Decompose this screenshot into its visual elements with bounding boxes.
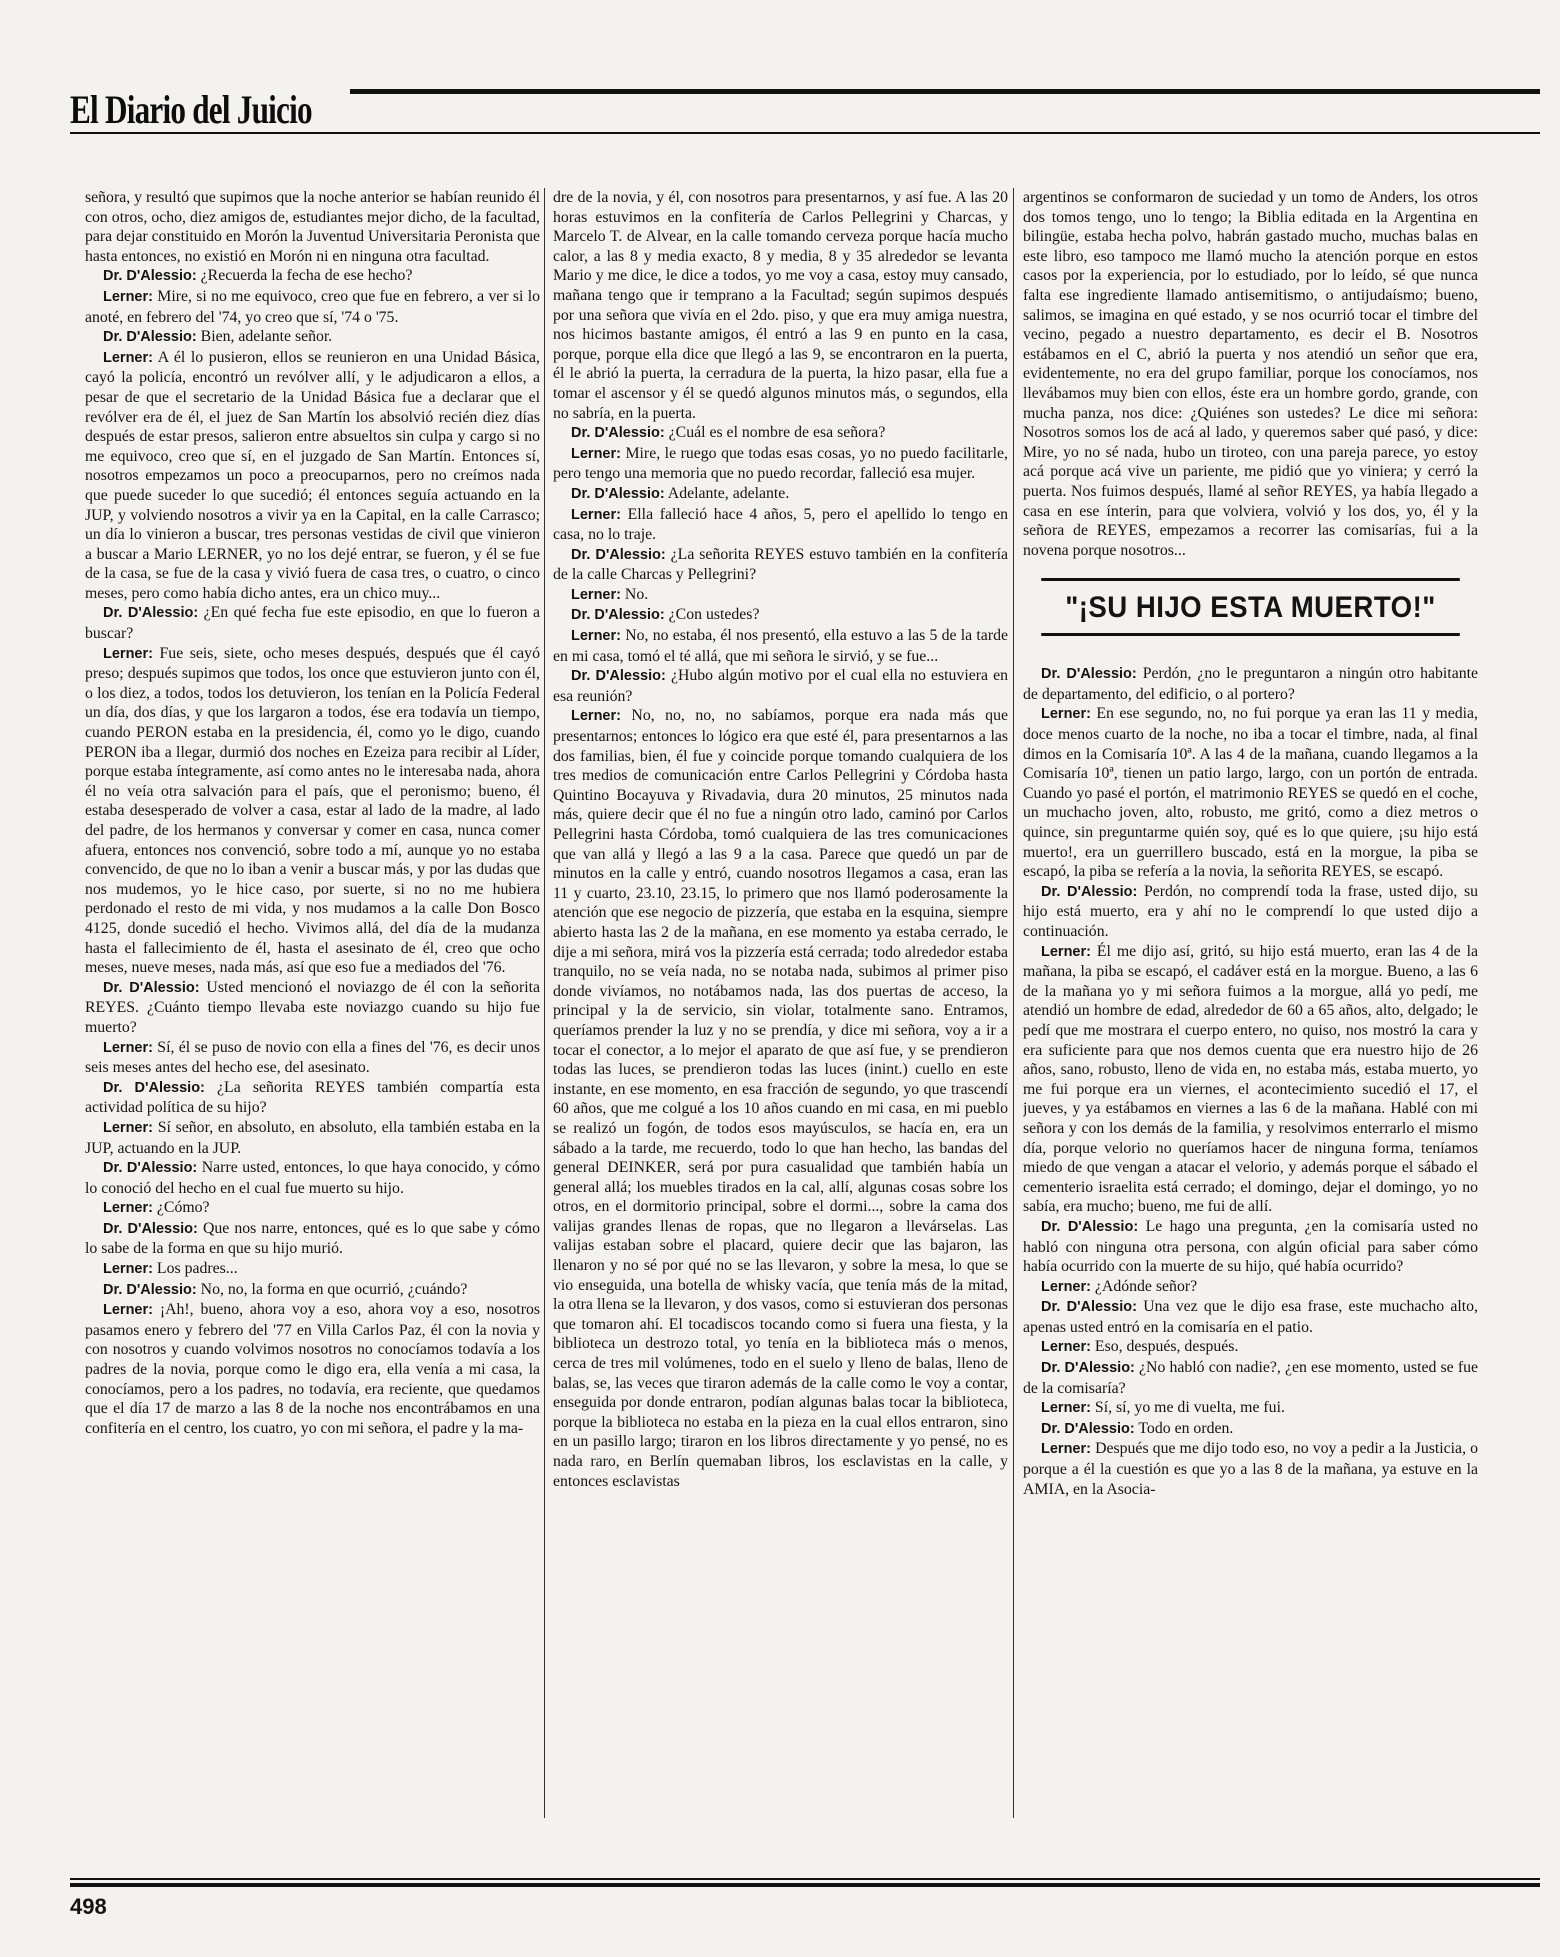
transcript-paragraph [1023,1337,1478,1358]
paragraph-text: Una vez que le dijo esa frase, este muchacho alto, apenas usted entró en la comisaría en el patio. [1023,1298,1478,1336]
speaker-label: Dr. D'Alessio: [571,485,665,502]
paragraph-text: Después que me dijo todo eso, no voy a pedir a la Justicia, o porque a él la cuestión es que yo a las 8 de la mañana, ya estuve en la AMIA, en la Asocia- [1023,1440,1478,1498]
speaker-label: Dr. D'Alessio: [1041,666,1137,683]
speaker-label: Dr. D'Alessio: [571,425,665,442]
paragraph-text: ¿Cuál es el nombre de esa señora? [668,424,886,442]
paragraph-text: ¿La señorita REYES estuvo también en la confitería de la calle Charcas y Pellegrini? [553,545,1008,584]
speaker-label: Lerner: [1041,1400,1091,1417]
transcript-paragraph [1023,1358,1478,1398]
column-divider [544,188,545,1818]
speaker-label: Lerner: [1041,1339,1091,1356]
transcript-paragraph [85,603,540,643]
speaker-label: Dr. D'Alessio: [103,1220,198,1237]
transcript-paragraph [85,1118,540,1158]
transcript-paragraph [1023,664,1478,704]
speaker-label: Lerner: [571,708,621,725]
transcript-paragraph [85,1259,540,1280]
speaker-label: Lerner: [103,1200,153,1217]
paragraph-text: Mire, si no me equivoco, creo que fue en febrero, a ver si lo anoté, en febrero del '74, yo creo que sí, '74 o '75. [85,287,540,326]
transcript-paragraph [85,1158,540,1198]
speaker-label: Lerner: [1041,1278,1091,1295]
paragraph-text: señora, y resultó que supimos que la noche anterior se habían reunido él con otros, ocho, diez amigos de, estudiantes mejor dicho, de la facultad, para dejar constituido en Morón la Juventud Universitaria Peronista que hasta entonces, no existió en Morón ni en ninguna otra facultad. [85,189,540,265]
paragraph-text: Los padres... [156,1260,238,1278]
transcript-paragraph [1023,1277,1478,1298]
speaker-label: Dr. D'Alessio: [103,1160,198,1177]
transcript-paragraph [553,423,1008,444]
transcript-paragraph [85,348,540,604]
paragraph-text: Perdón, ¿no le preguntaron a ningún otro habitante de departamento, del edificio, o al portero? [1023,665,1478,703]
speaker-label: Lerner: [1041,1441,1091,1458]
masthead-rule-bottom [70,132,1540,134]
paragraph-text: ¿La señorita REYES también compartía esta actividad política de su hijo? [85,1078,540,1117]
paragraph-text: Ella falleció hace 4 años, 5, pero el apellido lo tengo en casa, no lo traje. [553,505,1008,544]
speaker-label: Dr. D'Alessio: [103,1281,197,1298]
paragraph-text: ¿Adónde señor? [1094,1277,1198,1295]
paragraph-text: Sí, sí, yo me di vuelta, me fui. [1094,1399,1285,1417]
transcript-paragraph [85,1300,540,1438]
transcript-paragraph [85,188,540,266]
transcript-paragraph [85,287,540,327]
paragraph-text: ¿Recuerda la fecha de ese hecho? [200,267,413,285]
paragraph-text: Usted mencionó el noviazgo de él con la señorita REYES. ¿Cuánto tiempo llevaba este noviazgo cuando su hijo fue muerto? [85,978,540,1036]
speaker-label: Dr. D'Alessio: [1041,1420,1135,1437]
section-subhead: "¡SU HIJO ESTA MUERTO!" [1041,578,1460,636]
text-column-3 [1023,188,1478,1830]
speaker-label: Dr. D'Alessio: [103,605,199,622]
transcript-paragraph [85,1038,540,1078]
masthead-rule-top [350,89,1540,94]
speaker-label: Dr. D'Alessio: [1041,1218,1139,1235]
speaker-label: Dr. D'Alessio: [571,668,666,685]
paragraph-text: ¿Hubo algún motivo por el cual ella no estuviera en esa reunión? [553,667,1008,705]
speaker-label: Dr. D'Alessio: [1041,883,1138,900]
column-3-body [1023,664,1478,1499]
text-column-1 [85,188,540,1830]
speaker-label: Dr. D'Alessio: [103,268,197,285]
speaker-label: Lerner: [571,445,621,462]
transcript-paragraph [553,484,1008,505]
paragraph-text: Sí, él se puso de novio con ella a fines del '76, es decir unos seis meses antes del hecho ese, del asesinato. [85,1038,540,1077]
transcript-paragraph [553,585,1008,606]
paragraph-text: Todo en orden. [1138,1419,1234,1437]
transcript-paragraph [1023,1439,1478,1499]
paragraph-text: No, no, no, no sabíamos, porque era nada más que presentarnos; entonces lo lógico era que esté él, para presentarnos a las dos familias, bien, él fue y coincide porque tomando cualquiera de los tres medios de comunicación entre Carlos Pellegrini y Córdoba hasta Quintino Bocayuva y Rivadavia, dura 20 minutos, 25 minutos nada más, quiere decir que él no fue a ningún otro lado, caminó por Carlos Pellegrini hasta Córdoba, tomó cualquiera de las tres comunicaciones que van allá y llegó a las 9 a la casa. Parece que quedó un par de minutos en la calle y entró, cuando nosotros llegamos a casa, eran las 11 y cuarto, 23.10, 23.15, lo primero que nos llamó poderosamente la atención que ese negocio de pizzería, que estaba en la esquina, siempre abierto hasta las 2 de la mañana, en ese momento ya estaba cerrado, le dije a mi señora, mirá vos la pizzería está cerrada; todo alrededor estaba tranquilo, no se veía nada, no se notaba nada, subimos al primer piso donde vivíamos, no notábamos nada, las dos puertas de acceso, la principal y la de servicio, sin violar, totalmente sano. Entramos, queríamos prender la luz y no se prendía, y dice mi señora, voy a ir a tocar el conector, a lo mejor el aparato de que así fue, y se prendieron todas las luces, se prendieron todas las luces (inint.) cuello en este instante, en ese momento, en esa fracción de segundo, yo que trascendí 60 años, que me colgué a los 10 años cuando en mi casa, en mi pueblo se realizó un fogón, de todos esos mayúsculos, se hacía en, era un sábado a la tarde, me recuerdo, todo lo que han hecho, las bandas del general DEINKER, será por pura casualidad que también había un general allá; los muebles tirados en la cal, allí, algunas cosas sobre los otros, en el dormitorio principal, sobre el dormi..., sobre la cama dos valijas grandes llenas de ropas, que no llegaron a llevárselas. Las valijas estaban sobre el placard, quiere decir que las bajaron, las llenaron y no sé por qué no se las llevaron, y sobre la mesa, lo que se vio enseguida, una botella de whisky vacía, que tenía más de la mitad, la otra llena se la llevaron, y dos vasos, como si estuvieran dos personas que tomaron ahí. El tocadiscos tocando como si fuera una fiesta, y la biblioteca un destrozo total, yo tenía en la biblioteca más o menos, cerca de tres mil volúmenes, todo en el suelo y lleno de balas, lleno de balas, se, las veces que tiraron además de la calle como le voy a contar, enseguida por donde entraron, podían algunas balas tocar la biblioteca, porque la biblioteca no estaba en la pieza en la cual ellos entraron, sino en un pasillo largo; tiraron en los libros directamente y yo pensé, no es nada raro, en Berlín quemaban libros, los esclavistas en la calle, y entonces esclavistas [553,707,1008,1490]
paragraph-text: No. [624,585,649,603]
transcript-paragraph [1023,1217,1478,1277]
speaker-label: Dr. D'Alessio: [103,329,197,346]
paragraph-text: No, no estaba, él nos presentó, ella estuvo a las 5 de la tarde en mi casa, tomó el té allá, que mi señora le sirvió, y se fue... [553,627,1008,665]
speaker-label: Lerner: [1041,943,1091,960]
transcript-paragraph [85,1280,540,1301]
paragraph-text: No, no, la forma en que ocurrió, ¿cuándo? [200,1280,468,1298]
speaker-label: Dr. D'Alessio: [103,1079,205,1096]
paragraph-text: ¡Ah!, bueno, ahora voy a eso, ahora voy a eso, nosotros pasamos enero y febrero del '77 en Villa Carlos Paz, él con la novia y con nosotros y cuando volvimos nosotros no conocíamos todavía a los padres de la novia, porque como le digo era, ella venía a mi casa, la conocíamos, pero a los padres, no todavía, era reciente, que quedamos que el día 17 de marzo a las 8 de la noche nos encontrábamos en una confitería en el centro, los cuatro, yo con mi señora, el padre y la ma- [85,1301,540,1437]
transcript-paragraph [553,626,1008,666]
transcript-paragraph [1023,1297,1478,1337]
paragraph-text: En ese segundo, no, no fui porque ya eran las 11 y media, doce menos cuarto de la noche, no iba a tocar el timbre, nada, al final dimos en la Comisaría 10ª. A las 4 de la mañana, cuando llegamos a la Comisaría 10ª, tienen un patio largo, largo, con un portón de entrada. Cuando yo pasé el portón, el matrimonio REYES se quedó en el coche, un muchacho joven, alto, robusto, me gritó, como a diez metros o quince, sin preguntarme quién soy, qué es lo que quiere, ¡su hijo está muerto!, era un guerrillero buscado, está en la morgue, la piba se escapó, la piba se refería a la novia, la señorita REYES, se escapó. [1023,705,1478,881]
speaker-label: Dr. D'Alessio: [571,546,666,563]
paragraph-text: ¿No habló con nadie?, ¿en ese momento, usted se fue de la comisaría? [1023,1359,1478,1397]
transcript-paragraph [85,327,540,348]
speaker-label: Lerner: [1041,706,1091,723]
transcript-paragraph [1023,704,1478,881]
transcript-paragraph [553,188,1008,423]
speaker-label: Lerner: [103,1119,153,1136]
paragraph-text: Que nos narre, entonces, qué es lo que sabe y cómo lo sabe de la forma en que su hijo murió. [85,1219,540,1258]
paragraph-text: Le hago una pregunta, ¿en la comisaría usted no habló con ninguna otra persona, con algún oficial para saber cómo había ocurrido con la muerte de su hijo, qué había ocurrido? [1023,1217,1478,1276]
speaker-label: Lerner: [103,1039,153,1056]
paragraph-text: ¿Cómo? [156,1199,210,1217]
paragraph-text: Sí señor, en absoluto, en absoluto, ella también estaba en la JUP, actuando en la JUP. [85,1118,540,1157]
paragraph-text: Fue seis, siete, ocho meses después, después que él cayó preso; después supimos que todos, los once que estuvieron junto con él, o los diez, a todos, todos los detuvieron, los tenían en la Policía Federal un día, dos días, y que los largaron a todos, ése era todavía un tiempo, cuando PERON estaba en la presidencia, él, como yo le digo, cuando PERON iba a llegar, durmió dos noches en Ezeiza para recibir al Líder, porque estaba íntegramente, así como antes no le interesaba nada, ahora él no veía otra salvación para el país, que el peronismo; bueno, él estaba desesperado de volver a casa, estar al lado de la madre, al lado del padre, de los hermanos y conversar y comer en casa, nunca comer afuera, entonces nos convenció, sobre todo a mí, aunque yo no estaba convencido, de que no lo iban a venir a buscar más, y por las dudas que nos mudemos, yo le hice caso, por suerte, si no no me hubiera perdonado el resto de mi vida, y nos mudamos a la calle Don Bosco 4125, donde sucedió el hecho. Vivimos allá, del día de la mudanza hasta el fallecimiento de él, hasta el asesinato de él, creo que ocho meses, nueve meses, nada más, así que eso fue a mediados del '76. [85,644,540,977]
page-number: 498 [70,1894,107,1919]
transcript-paragraph [85,1078,540,1118]
speaker-label: Dr. D'Alessio: [1041,1360,1135,1377]
paragraph-text: Eso, después, después. [1094,1338,1239,1356]
transcript-paragraph [85,1198,540,1219]
paragraph-text: ¿En qué fecha fue este episodio, en que lo fueron a buscar? [85,604,540,643]
publication-title: El Diario del Juicio [70,87,312,132]
column-3-intro [1023,188,1478,560]
paragraph-text: ¿Con ustedes? [668,606,760,624]
paragraph-text: Perdón, no comprendí toda la frase, usted dijo, su hijo está muerto, era y ahí no le comprendí lo que usted dijo a continuación. [1023,882,1478,940]
speaker-label: Dr. D'Alessio: [103,979,200,996]
transcript-paragraph [553,545,1008,585]
paragraph-text: Él me dijo así, gritó, su hijo está muerto, eran las 4 de la mañana, la piba se escapó, el cadáver está en la morgue. Bueno, a las 6 de la mañana yo y mi señora fuimos a la morgue, allá yo pedí, me atendió un hombre de edad, alrededor de 60 a 65 años, alto, delgado; le pedí que me mostrara el cuerpo entero, no quiso, nos mostró la cara y era suficiente para que nos demos cuenta que era nuestro hijo de 26 años, sano, robusto, lleno de vida en, no estaba más, estaba muerto, yo me fui porque era un viernes, el acontecimiento sucedió el 17, el jueves, y ya estábamos en viernes a las 6 de la mañana. Hablé con mi señora y con los demás de la familia, y resolvimos enterrarlo el mismo día, porque velorio no queríamos hacer de ninguna forma, teníamos miedo de que vengan a atacar el velorio, y además porque el sábado el cementerio israelita está cerrado; el domingo, dejar el domingo, yo no sabía, era mucho; bueno, me fui de allí. [1023,942,1478,1216]
transcript-paragraph [85,266,540,287]
speaker-label: Lerner: [571,586,621,603]
text-column-2 [553,188,1008,1830]
paragraph-text: Narre usted, entonces, lo que haya conocido, y cómo lo conoció del hecho en el cual fue muerto su hijo. [85,1159,540,1197]
paragraph-text: argentinos se conformaron de suciedad y un tomo de Anders, los otros dos tomos tengo, uno lo tengo; la Biblia editada en la Argentina en bilingüe, estaba hecha polvo, habrán gastado mucho, muchas balas en este libro, eso tampoco me llamó mucho la atención porque en estos casos por la experiencia, por lo estudiado, por lo leído, sé que nunca falta ese ingrediente llamado antisemitismo, o antijudaísmo; bueno, salimos, se imagina en qué estado, y se nos ocurrió tocar el timbre del vecino, pegado a nuestro departamento, es decir el B. Nosotros estábamos en el C, abrió la puerta y nos atendió un señor que era, evidentemente, no era del grupo familiar, porque los conocíamos, nos llevábamos muy bien con ellos, éste era un hombre gordo, grande, con mucha panza, nos dice: ¿Quiénes son ustedes? Le dice mi señora: Nosotros somos los de acá al lado, y queremos saber qué pasó, y dice: Mire, yo no sé nada, hubo un tiroteo, con una pareja parece, yo estoy acá porque acá vive un pariente, me pidió que yo viniera; y cerró la puerta. Nos fuimos después, llamé al señor REYES, ya había llegado a casa en ese ínterin, para que volviera, volvió y los dos, yo, él y la señora de REYES, empezamos a recorrer las comisarías, fui a la novena porque nosotros... [1023,189,1478,559]
speaker-label: Dr. D'Alessio: [571,607,665,624]
paragraph-text: Adelante, adelante. [667,484,790,502]
transcript-paragraph [85,644,540,978]
speaker-label: Lerner: [103,1261,153,1278]
speaker-label: Lerner: [103,288,153,305]
transcript-paragraph [85,1219,540,1259]
paragraph-text: dre de la novia, y él, con nosotros para presentarnos, y así fue. A las 20 horas estuvimos en la confitería de Carlos Pellegrini y Charcas, y Marcelo T. de Alvear, en la calle tomando cerveza porque hacía mucho calor, a las 8 y media exacto, 8 y media, 8 y 35 alrededor se levanta Mario y me dice, le dice a todos, yo me voy a casa, estoy muy cansado, mañana tengo que ir temprano a la Facultad; según supimos después por una señora que vivía en el 2do. piso, y que era muy amiga nuestra, nos hicimos bastante amigos, él entró a las 9 en punto en la casa, porque, porque ella dice que llegó a las 9, se encontraron en la puerta, él le abrió la puerta, la cerradura de la puerta, la hizo pasar, ella fue a tomar el ascensor y él se quedó algunos minutos más, o segundos, ella no sabría, en la puerta. [553,189,1008,422]
paragraph-text: Mire, le ruego que todas esas cosas, yo no puedo facilitarle, pero tengo una memoria que no puedo recordar, falleció esa mujer. [553,444,1008,483]
transcript-paragraph [553,706,1008,1491]
transcript-paragraph [1023,1398,1478,1419]
speaker-label: Lerner: [103,349,153,366]
transcript-paragraph [1023,1419,1478,1440]
speaker-label: Lerner: [571,628,621,645]
masthead [70,86,1540,134]
transcript-paragraph [85,978,540,1038]
speaker-label: Dr. D'Alessio: [1041,1299,1137,1316]
transcript-paragraph [553,444,1008,484]
speaker-label: Lerner: [571,506,621,523]
paragraph-text: Bien, adelante señor. [200,328,333,346]
transcript-paragraph [1023,942,1478,1217]
speaker-label: Lerner: [103,1302,153,1319]
speaker-label: Lerner: [103,645,153,662]
transcript-paragraph [553,605,1008,626]
transcript-paragraph [1023,188,1478,560]
transcript-paragraph [553,505,1008,545]
paragraph-text: A él lo pusieron, ellos se reunieron en una Unidad Básica, cayó la policía, encontró un revólver allí, y le adjudicaron a ellos, a pesar de que el secretario de la Unidad Básica fue a declarar que el revólver era de él, el juez de San Martín los absolvió recién diez días después de estar presos, salieron entre absueltos sin culpa y cargo si no me equivoco, creo que sí, en el juzgado de San Martín. Entonces sí, nosotros empezamos un poco a preocuparnos, pero no creímos nada que puede suceder lo que sucedió; él entonces seguía actuando en la JUP, y volviendo nosotros a vivir ya en la Capital, en la calle Carrasco; un día lo vinieron a buscar, tres personas vestidas de civil que vinieron a buscar a Mario LERNER, yo no los dejé entrar, se fueron, y él se fue de la casa, se fue de la casa y vivió fuera de casa tres, o cuatro, o cinco meses, pero como había dicho antes, era un chico muy... [85,348,540,602]
transcript-paragraph [553,666,1008,706]
transcript-paragraph [1023,882,1478,942]
footer-rules [70,1878,1540,1887]
column-divider [1013,188,1014,1818]
